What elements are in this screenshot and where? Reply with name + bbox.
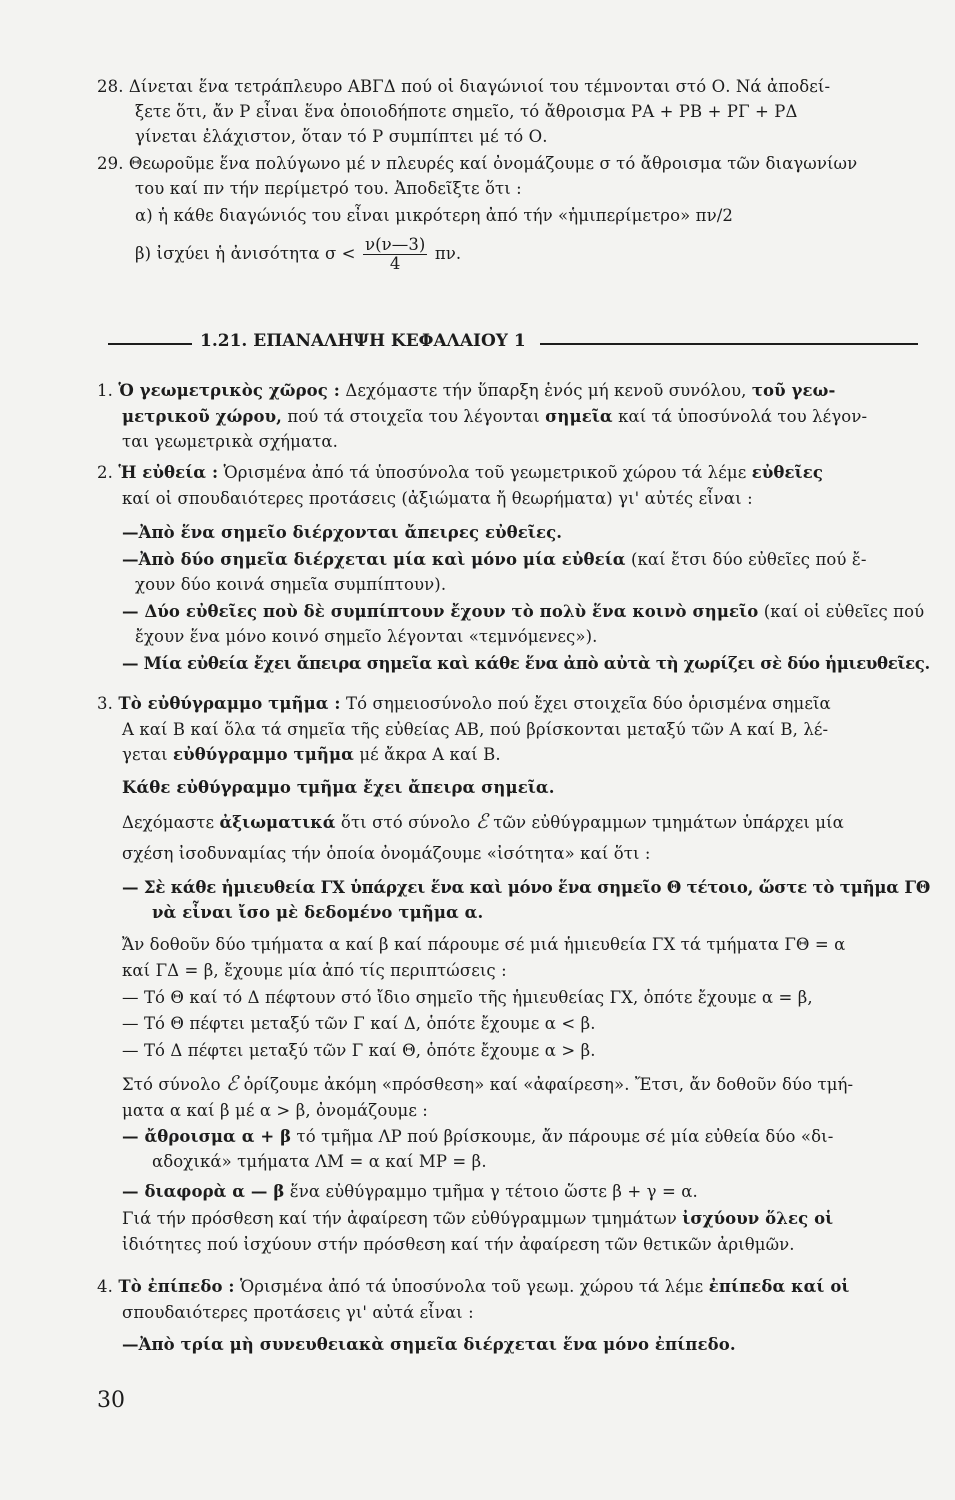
item-3-line-4: Κάθε εὐθύγραμμο τμῆμα ἔχει ἄπειρα σημεῖα. [122,778,555,797]
item-2-prop-4: — Μία εὐθεία ἔχει ἄπειρα σημεῖα καὶ κάθε ἕνα ἀπὸ αὐτὰ τὴ χωρίζει σὲ δύο ἡμιευθεῖες. [122,654,930,673]
heading-rule-right [540,343,918,345]
exercise-29-line-1: 29. Θεωροῦμε ἕνα πολύγωνο μέ ν πλευρές καί ὀνομάζουμε σ τό ἄθροισμα τῶν διαγωνίων [97,154,858,173]
item-3-line-6: σχέση ἰσοδυναμίας τήν ὁποία ὀνομάζουμε «ἰσότητα» καί ὅτι : [122,844,651,863]
item-3-case-1: — Τό Θ καί τό Δ πέφτουν στό ἴδιο σημεῖο τῆς ἡμιευθείας ΓΧ, ὁπότε ἔχουμε α = β, [122,988,813,1007]
item-2-prop-2: —Ἀπὸ δύο σημεῖα διέρχεται μία καὶ μόνο μία εὐθεία (καί ἔτσι δύο εὐθεῖες πού ἔ- [122,550,867,569]
exercise-number: 28. [97,77,124,96]
item-2-line-2: καί οἱ σπουδαιότερες προτάσεις (ἀξιώματα ἤ θεωρήματα) γι' αὐτές εἶναι : [122,489,753,508]
item-3-case-2: — Τό Θ πέφτει μεταξύ τῶν Γ καί Δ, ὁπότε ἔχουμε α < β. [122,1014,596,1033]
script-e-symbol: ℰ [225,1071,239,1095]
item-3-line-3: γεται εὐθύγραμμο τμῆμα μέ ἄκρα Α καί Β. [122,745,501,764]
item-3-line-7: Ἄν δοθοῦν δύο τμήματα α καί β καί πάρουμε σέ μιά ἡμιευθεία ΓΧ τά τμήματα ΓΘ = α [122,935,846,954]
item-term: Τὸ ἐπίπεδο : [118,1277,235,1296]
item-3-line-5: Δεχόμαστε ἀξιωματικά ὅτι στό σύνολο ℰ τῶν εὐθύγραμμων τμημάτων ὑπάρχει μία [122,809,844,833]
item-1-line-2: μετρικοῦ χώρου, πού τά στοιχεῖα του λέγονται σημεῖα καί τά ὑποσύνολά του λέγον- [122,407,868,426]
item-3-line-11: Γιά τήν πρόσθεση καί τήν ἀφαίρεση τῶν εὐθύγραμμων τμημάτων ἰσχύουν ὅλες οἱ [122,1209,834,1228]
item-2-prop-2-line-2: χουν δύο κοινά σημεῖα συμπίπτουν). [135,575,447,594]
item-3-line-8: καί ΓΔ = β, ἔχουμε μία ἀπό τίς περιπτώσεις : [122,961,507,980]
item-3-diff: — διαφορὰ α — β ἕνα εὐθύγραμμο τμῆμα γ τέτοιο ὥστε β + γ = α. [122,1182,698,1201]
heading-rule-left [108,343,192,345]
item-1-line-3: ται γεωμετρικὰ σχήματα. [122,432,338,451]
exercise-28-line-3: γίνεται ἐλάχιστον, ὅταν τό Ρ συμπίπτει μέ τό Ο. [135,127,548,146]
exercise-number: 29. [97,154,124,173]
fraction: $\frac{\nu(\nu—3)}{4}$ [364,235,426,273]
section-title: 1.21. ΕΠΑΝΑΛΗΨΗ ΚΕΦΑΛΑΙΟΥ 1 [200,331,526,351]
item-4-line-1: 4. Τὸ ἐπίπεδο : Ὁρισμένα ἀπό τά ὑποσύνολα τοῦ γεωμ. χώρου τά λέμε ἐπίπεδα καί οἱ [97,1277,850,1296]
exercise-28-line-2: ξετε ὅτι, ἄν Ρ εἶναι ἕνα ὁποιοδήποτε σημεῖο, τό ἄθροισμα ΡΑ + ΡΒ + ΡΓ + ΡΔ [135,102,798,121]
exercise-29-part-a: α) ἡ κάθε διαγώνιός του εἶναι μικρότερη ἀπό τήν «ἡμιπερίμετρο» πν/2 [135,206,734,225]
item-2-prop-1: —Ἀπὸ ἕνα σημεῖο διέρχονται ἄπειρες εὐθεῖες. [122,523,563,542]
exercise-29-line-2: του καί πν τήν περίμετρό του. Ἀποδεῖξτε ὅτι : [135,179,522,198]
item-3-axiom-line-2: νὰ εἶναι ἴσο μὲ δεδομένο τμῆμα α. [152,903,484,922]
page-number: 30 [97,1388,125,1413]
item-3-axiom-line-1: — Σὲ κάθε ἡμιευθεία ΓΧ ὑπάρχει ἕνα καὶ μόνο ἕνα σημεῖο Θ τέτοιο, ὥστε τὸ τμῆμα ΓΘ [122,878,931,897]
item-2-line-1: 2. Ἡ εὐθεία : Ὁρισμένα ἀπό τά ὑποσύνολα τοῦ γεωμετρικοῦ χώρου τά λέμε εὐθεῖες [97,463,823,482]
item-4-prop-1: —Ἀπὸ τρία μὴ συνευθειακὰ σημεῖα διέρχεται ἕνα μόνο ἐπίπεδο. [122,1335,736,1354]
item-3-sum-line-2: αδοχικά» τμήματα ΛΜ = α καί ΜΡ = β. [152,1152,487,1171]
item-3-line-1: 3. Τὸ εὐθύγραμμο τμῆμα : Τό σημειοσύνολο πού ἔχει στοιχεῖα δύο ὁρισμένα σημεῖα [97,694,831,713]
item-2-prop-3: — Δύο εὐθεῖες ποὺ δὲ συμπίπτουν ἔχουν τὸ πολὺ ἕνα κοινὸ σημεῖο (καί οἱ εὐθεῖες πού [122,602,925,621]
item-3-sum-line-1: — ἄθροισμα α + β τό τμῆμα ΛΡ πού βρίσκουμε, ἄν πάρουμε σέ μία εὐθεία δύο «δι- [122,1127,834,1146]
item-3-line-9: Στό σύνολο ℰ ὁρίζουμε ἀκόμη «πρόσθεση» καί «ἀφαίρεση». Ἔτσι, ἄν δοθοῦν δύο τμή- [122,1071,854,1095]
item-term: Τὸ εὐθύγραμμο τμῆμα : [118,694,341,713]
item-4-line-2: σπουδαιότερες προτάσεις γι' αὐτά εἶναι : [122,1303,474,1322]
item-3-case-3: — Τό Δ πέφτει μεταξύ τῶν Γ καί Θ, ὁπότε ἔχουμε α > β. [122,1041,596,1060]
item-term: Ὁ γεωμετρικὸς χῶρος : [118,381,340,400]
item-term: Ἡ εὐθεία : [118,463,219,482]
item-2-prop-3-line-2: ἔχουν ἕνα μόνο κοινό σημεῖο λέγονται «τεμνόμενες»). [135,627,598,646]
script-e-symbol: ℰ [475,809,488,833]
item-3-line-10: ματα α καί β μέ α > β, ὀνομάζουμε : [122,1101,428,1120]
item-3-line-12: ἰδιότητες πού ἰσχύουν στήν πρόσθεση καί τήν ἀφαίρεση τῶν θετικῶν ἀριθμῶν. [122,1235,795,1254]
exercise-29-part-b: β) ἰσχύει ἡ ἀνισότητα σ < $\frac{\nu(\nu—3)}{4}$ πν. [135,235,462,273]
exercise-28-line-1: 28. Δίνεται ἕνα τετράπλευρο ΑΒΓΔ πού οἱ διαγώνιοί του τέμνονται στό Ο. Νά ἀποδεί- [97,77,831,96]
item-1-line-1: 1. Ὁ γεωμετρικὸς χῶρος : Δεχόμαστε τήν ὕπαρξη ἑνός μή κενοῦ συνόλου, τοῦ γεω- [97,381,836,400]
item-3-line-2: Α καί Β καί ὅλα τά σημεῖα τῆς εὐθείας ΑΒ, πού βρίσκονται μεταξύ τῶν Α καί Β, λέ- [122,720,829,739]
